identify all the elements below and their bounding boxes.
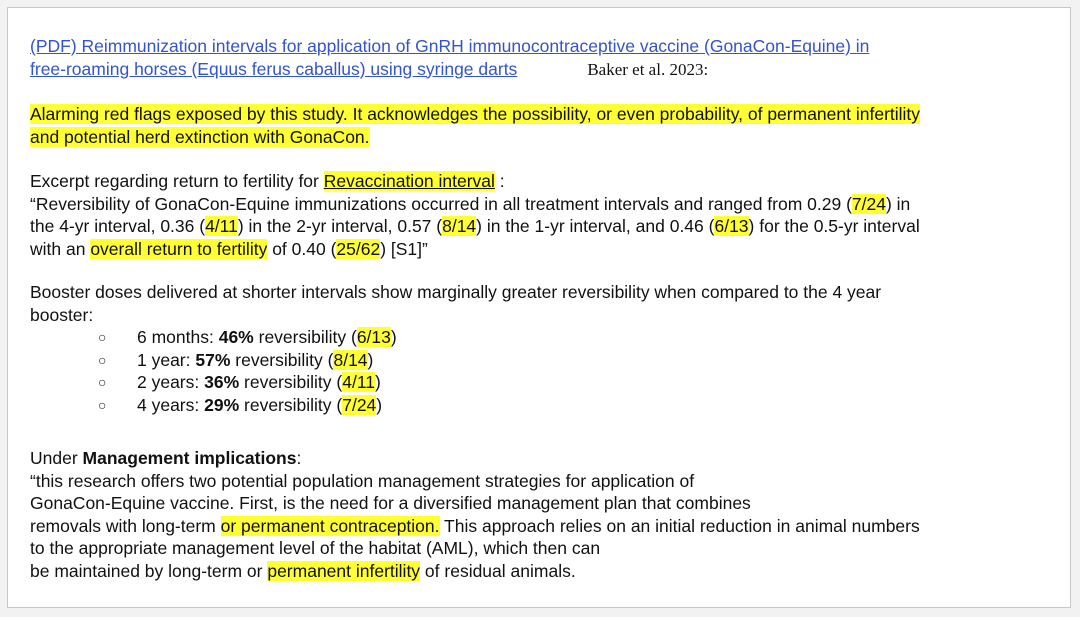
booster-list [30,326,1065,416]
bullet-icon: ○ [98,396,107,413]
list-item: ○ 2 years: 36% reversibility (4/11) [98,372,381,392]
source-link[interactable]: (PDF) Reimmunization intervals for application of GnRH immunocontraceptive vaccine (GonaCon-Equine) in free-roaming horses (Equus ferus caballus) using syringe darts [30,36,870,79]
alarm-line-2: and potential herd extinction with GonaCon. [30,126,370,147]
bullet-icon: ○ [98,374,107,390]
alarm-line-1: Alarming red flags exposed by this study. It acknowledges the possibility, or even probability, of permanent infertility [30,104,921,124]
citation: Baker et al. 2023: [587,59,709,79]
list-item: ○ 6 months: 46% reversibility (6/13) [98,327,397,347]
source-header [30,35,1065,81]
booster-paragraph: Booster doses delivered at shorter intervals show marginally greater reversibility when compared to the 4 year booster: [30,282,882,325]
management-paragraph: Under Management implications: “this research offers two potential population management strategies for application of GonaCon-Equine vaccine. First, is the need for a diversified management plan that combines removals with long-term or permanent contraception. This approach relies on an initial reduction in animal numbers to the appropriate management level of the habitat (AML), which then can be maintained by long-term or permanent infertility of residual animals. [30,448,920,581]
alarm-paragraph [30,103,1065,148]
bullet-icon: ○ [98,351,107,368]
document-page [7,7,1071,608]
list-item: ○ 1 year: 57% reversibility (8/14) [98,349,374,370]
document-content [30,35,1065,582]
management-heading: Management implications [82,448,297,468]
overall-fertility-highlight: overall return to fertility [90,238,268,259]
bullet-icon: ○ [98,329,107,345]
excerpt-paragraph: Excerpt regarding return to fertility for Revaccination interval : “Reversibility of GonaCon-Equine immunizations occurred in all treatment intervals and ranged from 0.29 (7/24) in the 4-yr interval, 0.36 (4/11) in the 2-yr interval, 0.57 (8/14) in the 1-yr interval, and 0.46 (6/13) for the 0.5-yr interval with an overall return to fertility of 0.40 (25/62) [S1]” [30,171,920,259]
revaccination-highlight: Revaccination interval [323,171,495,191]
list-item: ○ 4 years: 29% reversibility (7/24) [98,394,383,415]
